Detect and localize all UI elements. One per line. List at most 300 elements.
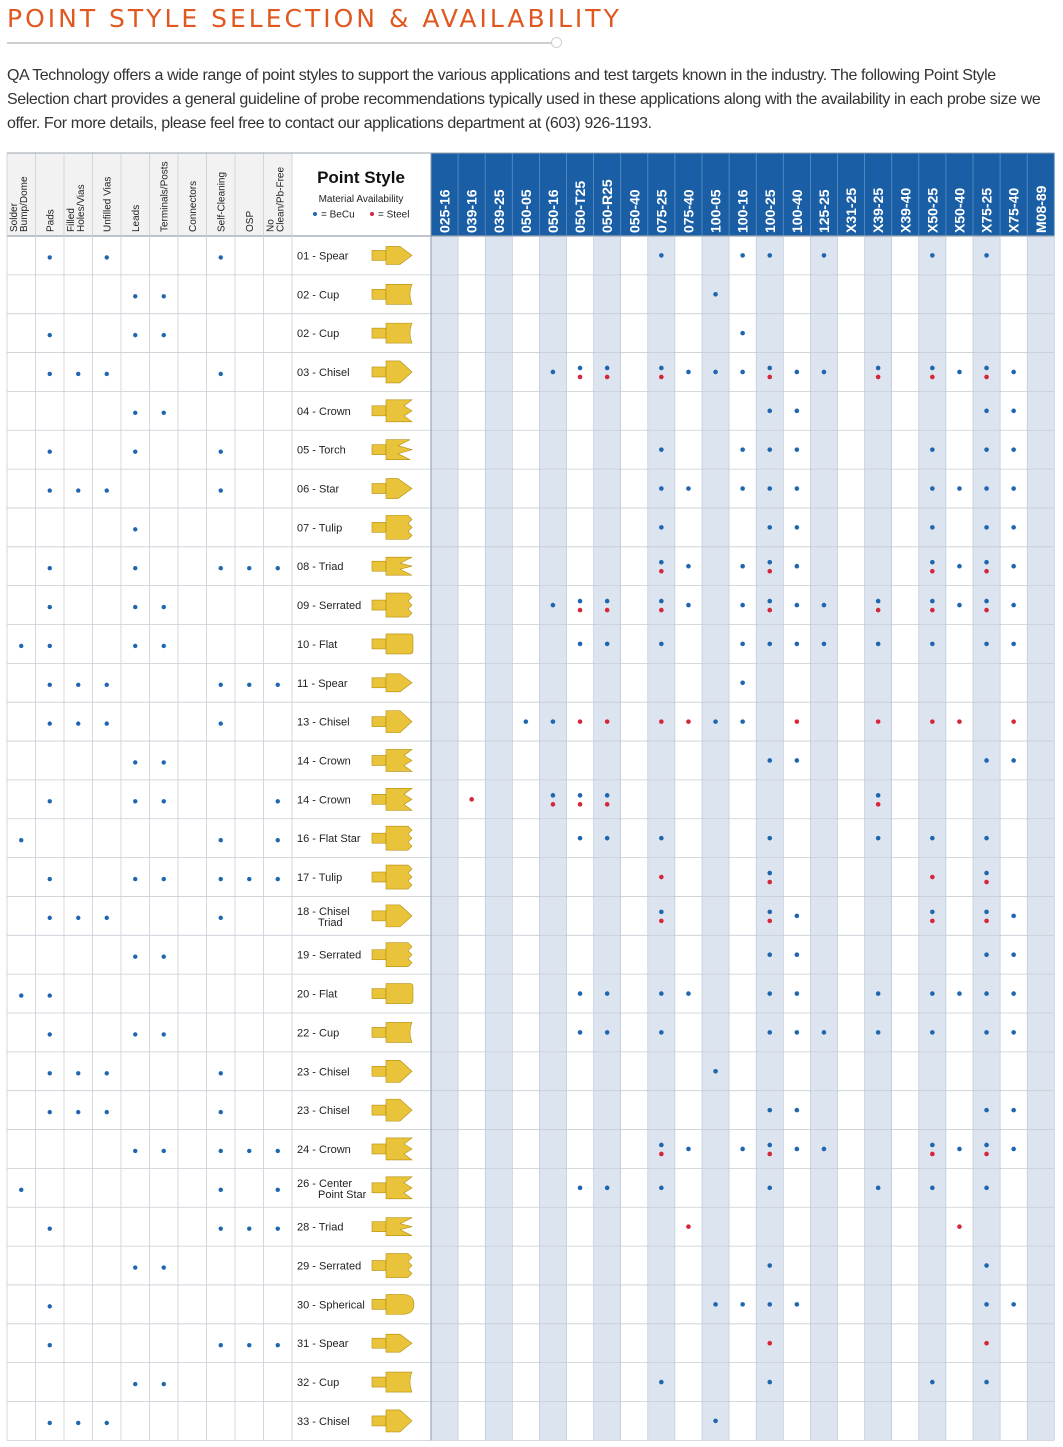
probe-tip-shape — [386, 593, 412, 617]
application-dot — [48, 255, 52, 259]
probe-tip-shape — [386, 634, 413, 654]
steel-availability-dot — [578, 608, 583, 613]
probe-barrel-shape — [372, 911, 386, 921]
becu-availability-dot — [930, 991, 935, 996]
steel-availability-dot — [767, 569, 772, 574]
chisel-tip-icon — [372, 1060, 412, 1082]
becu-availability-dot — [984, 758, 989, 763]
steel-availability-dot — [930, 1152, 935, 1157]
application-dot — [219, 721, 223, 725]
probe-barrel-shape — [372, 1261, 386, 1271]
probe-barrel-shape — [372, 1105, 386, 1115]
probe-size-column-header: 100-25 — [761, 189, 778, 233]
application-dot — [105, 683, 109, 687]
steel-availability-dot — [659, 608, 664, 613]
probe-tip-shape — [386, 1410, 412, 1432]
crown-tip-icon — [372, 788, 412, 810]
application-dot — [48, 1110, 52, 1114]
becu-availability-dot — [767, 486, 772, 491]
application-column-header: Holes/Vias — [75, 184, 87, 232]
application-dot — [219, 838, 223, 842]
point-style-label: 32 - Cup — [297, 1377, 340, 1390]
material-availability-label: Material Availability — [318, 194, 404, 205]
becu-availability-dot — [984, 1143, 989, 1148]
becu-availability-dot — [605, 991, 610, 996]
application-dot — [19, 1188, 23, 1192]
probe-tip-shape — [386, 361, 412, 383]
becu-availability-dot — [984, 836, 989, 841]
becu-availability-dot — [767, 1108, 772, 1113]
point-style-label: 06 - Star — [297, 483, 340, 496]
steel-availability-dot — [930, 569, 935, 574]
chisel-tip-icon — [372, 1410, 412, 1432]
becu-availability-dot — [930, 642, 935, 647]
becu-availability-dot — [605, 836, 610, 841]
chisel-tip-icon — [372, 1099, 412, 1121]
becu-availability-dot — [984, 253, 989, 258]
point-style-label: 08 - Triad — [297, 561, 344, 574]
becu-availability-dot — [876, 366, 881, 371]
steel-availability-dot — [876, 375, 881, 380]
probe-tip-shape — [386, 1294, 414, 1314]
becu-availability-dot — [984, 1186, 989, 1191]
probe-tip-shape — [386, 943, 412, 967]
probe-tip-shape — [386, 1022, 412, 1042]
steel-legend-dot — [370, 212, 374, 216]
point-style-heading: Point Style — [317, 168, 405, 187]
becu-availability-dot — [795, 447, 800, 452]
becu-availability-dot — [795, 564, 800, 569]
cup-tip-icon — [372, 323, 412, 343]
becu-availability-dot — [984, 642, 989, 647]
application-column-header: No — [265, 219, 277, 232]
probe-tip-shape — [386, 323, 412, 343]
probe-barrel-shape — [372, 1299, 386, 1309]
steel-availability-dot — [659, 569, 664, 574]
application-dot — [105, 1071, 109, 1075]
steel-availability-dot — [984, 880, 989, 885]
becu-availability-dot — [767, 1186, 772, 1191]
application-dot — [133, 877, 137, 881]
becu-availability-dot — [822, 642, 827, 647]
probe-size-column-header: 025-16 — [436, 189, 453, 233]
becu-availability-dot — [1011, 642, 1016, 647]
application-dot — [105, 1421, 109, 1425]
becu-availability-dot — [713, 1302, 718, 1307]
application-dot — [219, 1149, 223, 1153]
size-column-shade — [675, 236, 702, 1440]
becu-availability-dot — [767, 560, 772, 565]
size-column-shade — [621, 236, 648, 1440]
becu-availability-dot — [930, 1143, 935, 1148]
application-dot — [162, 1149, 166, 1153]
point-style-label: 02 - Cup — [297, 289, 340, 302]
application-dot — [48, 799, 52, 803]
becu-availability-dot — [984, 1108, 989, 1113]
crown-tip-icon — [372, 749, 412, 771]
application-dot — [276, 799, 280, 803]
page-title: POINT STYLE SELECTION & AVAILABILITY — [7, 4, 622, 33]
becu-availability-dot — [713, 719, 718, 724]
probe-tip-shape — [386, 674, 412, 692]
cup-tip-icon — [372, 1022, 412, 1042]
application-dot — [48, 721, 52, 725]
becu-availability-dot — [767, 836, 772, 841]
application-dot — [133, 1032, 137, 1036]
application-dot — [133, 760, 137, 764]
application-dot — [247, 683, 251, 687]
steel-availability-dot — [605, 375, 610, 380]
probe-size-column-header: X75-25 — [978, 187, 995, 233]
steel-availability-dot — [686, 719, 691, 724]
probe-tip-shape — [386, 440, 412, 460]
becu-availability-dot — [767, 525, 772, 530]
probe-barrel-shape — [372, 289, 386, 299]
flat-tip-icon — [372, 984, 413, 1004]
becu-availability-dot — [930, 599, 935, 604]
point-style-label: 01 - Spear — [297, 250, 349, 263]
point-style-label: 20 - Flat — [297, 988, 338, 1001]
steel-availability-dot — [984, 919, 989, 924]
point-style-label: 23 - Chisel — [297, 1105, 350, 1118]
becu-availability-dot — [795, 370, 800, 375]
steel-availability-dot — [767, 919, 772, 924]
steel-availability-dot — [578, 802, 583, 807]
application-dot — [247, 1343, 251, 1347]
probe-tip-shape — [386, 1060, 412, 1082]
steel-legend-label: = Steel — [378, 209, 410, 221]
becu-availability-dot — [767, 409, 772, 414]
application-dot — [76, 1421, 80, 1425]
application-dot — [162, 644, 166, 648]
becu-availability-dot — [659, 486, 664, 491]
steel-availability-dot — [957, 1224, 962, 1229]
application-dot — [133, 449, 137, 453]
probe-barrel-shape — [372, 794, 386, 804]
becu-availability-dot — [957, 603, 962, 608]
becu-availability-dot — [984, 1302, 989, 1307]
application-dot — [76, 683, 80, 687]
becu-availability-dot — [1011, 486, 1016, 491]
point-style-label: 16 - Flat Star — [297, 833, 361, 846]
probe-tip-shape — [386, 284, 412, 304]
size-column-shade — [892, 236, 919, 1440]
becu-availability-dot — [822, 603, 827, 608]
becu-availability-dot — [578, 1030, 583, 1035]
probe-size-column-header: 100-40 — [788, 189, 805, 233]
application-dot — [48, 1032, 52, 1036]
spear-tip-icon — [372, 1334, 412, 1352]
becu-availability-dot — [930, 1030, 935, 1035]
chisel-tip-icon — [372, 711, 412, 733]
probe-barrel-shape — [372, 406, 386, 416]
chisel-tip-icon — [372, 361, 412, 383]
probe-size-column-header: 100-16 — [734, 189, 751, 233]
steel-availability-dot — [876, 719, 881, 724]
probe-barrel-shape — [372, 522, 386, 532]
steel-availability-dot — [984, 569, 989, 574]
becu-availability-dot — [795, 409, 800, 414]
becu-availability-dot — [767, 1302, 772, 1307]
application-dot — [219, 488, 223, 492]
point-style-label: 28 - Triad — [297, 1221, 344, 1234]
application-dot — [133, 605, 137, 609]
becu-availability-dot — [795, 991, 800, 996]
becu-availability-dot — [876, 1030, 881, 1035]
probe-tip-shape — [386, 1218, 412, 1236]
becu-availability-dot — [795, 758, 800, 763]
becu-availability-dot — [930, 1186, 935, 1191]
size-column-shade — [485, 236, 512, 1440]
point-style-label: 19 - Serrated — [297, 949, 362, 962]
point-style-label: 02 - Cup — [297, 328, 340, 341]
steel-availability-dot — [659, 1152, 664, 1157]
probe-barrel-shape — [372, 1066, 386, 1076]
becu-availability-dot — [767, 1143, 772, 1148]
probe-barrel-shape — [372, 989, 386, 999]
becu-availability-dot — [1011, 1302, 1016, 1307]
becu-availability-dot — [795, 525, 800, 530]
cup-tip-icon — [372, 1372, 412, 1392]
probe-tip-shape — [386, 865, 412, 889]
becu-availability-dot — [767, 253, 772, 258]
application-dot — [162, 1265, 166, 1269]
size-column-shade — [1000, 236, 1027, 1440]
application-dot — [48, 1421, 52, 1425]
becu-availability-dot — [1011, 1147, 1016, 1152]
application-dot — [105, 721, 109, 725]
application-dot — [162, 799, 166, 803]
size-column-shade — [458, 236, 485, 1440]
becu-availability-dot — [984, 525, 989, 530]
application-column-header: Connectors — [187, 180, 199, 232]
triad-tip-icon — [372, 557, 412, 575]
becu-availability-dot — [578, 642, 583, 647]
probe-tip-shape — [386, 1254, 412, 1278]
application-dot — [219, 1226, 223, 1230]
probe-size-column-header: 100-05 — [707, 189, 724, 233]
probe-size-column-header: 039-16 — [463, 189, 480, 233]
size-column-shade — [539, 236, 566, 1440]
becu-availability-dot — [1011, 447, 1016, 452]
probe-size-column-header: 075-25 — [653, 189, 670, 233]
application-dot — [133, 799, 137, 803]
becu-availability-dot — [930, 560, 935, 565]
application-column-header: Leads — [130, 204, 142, 232]
becu-availability-dot — [740, 447, 745, 452]
flat-star-tip-icon — [372, 826, 412, 850]
triad-tip-icon — [372, 1218, 412, 1236]
becu-availability-dot — [1011, 525, 1016, 530]
steel-availability-dot — [767, 608, 772, 613]
becu-availability-dot — [551, 603, 556, 608]
probe-tip-shape — [386, 515, 412, 539]
probe-barrel-shape — [372, 600, 386, 610]
application-dot — [76, 1110, 80, 1114]
becu-availability-dot — [605, 793, 610, 798]
application-dot — [133, 955, 137, 959]
point-style-label: 23 - Chisel — [297, 1066, 350, 1079]
point-style-label: 17 - Tulip — [297, 872, 343, 885]
becu-availability-dot — [686, 564, 691, 569]
becu-availability-dot — [740, 1302, 745, 1307]
probe-tip-shape — [386, 1099, 412, 1121]
probe-barrel-shape — [372, 833, 386, 843]
becu-availability-dot — [740, 253, 745, 258]
point-style-label: 30 - Spherical — [297, 1299, 365, 1312]
probe-barrel-shape — [372, 717, 386, 727]
application-dot — [162, 877, 166, 881]
becu-availability-dot — [767, 1380, 772, 1385]
becu-availability-dot — [822, 253, 827, 258]
becu-availability-dot — [740, 331, 745, 336]
application-dot — [48, 644, 52, 648]
becu-availability-dot — [930, 1380, 935, 1385]
probe-tip-shape — [386, 984, 413, 1004]
becu-availability-dot — [767, 447, 772, 452]
becu-availability-dot — [930, 910, 935, 915]
application-dot — [76, 916, 80, 920]
application-column-header: Terminals/Posts — [159, 161, 171, 232]
application-dot — [276, 1343, 280, 1347]
steel-availability-dot — [578, 375, 583, 380]
steel-availability-dot — [930, 608, 935, 613]
application-dot — [219, 683, 223, 687]
application-column-header: OSP — [244, 210, 256, 232]
steel-availability-dot — [957, 719, 962, 724]
becu-availability-dot — [876, 793, 881, 798]
point-style-label: 07 - Tulip — [297, 522, 343, 535]
becu-availability-dot — [605, 1186, 610, 1191]
application-dot — [247, 566, 251, 570]
torch-tip-icon — [372, 440, 412, 460]
application-dot — [48, 488, 52, 492]
steel-availability-dot — [930, 719, 935, 724]
becu-availability-dot — [740, 370, 745, 375]
application-dot — [133, 333, 137, 337]
becu-availability-dot — [795, 486, 800, 491]
serrated-tip-icon — [372, 1254, 412, 1278]
probe-size-column-header: X39-25 — [870, 187, 887, 233]
becu-availability-dot — [659, 1030, 664, 1035]
becu-availability-dot — [740, 603, 745, 608]
application-dot — [276, 877, 280, 881]
becu-availability-dot — [740, 1147, 745, 1152]
probe-size-column-header: 050-40 — [626, 189, 643, 233]
steel-availability-dot — [659, 919, 664, 924]
application-dot — [105, 372, 109, 376]
probe-barrel-shape — [372, 950, 386, 960]
becu-availability-dot — [767, 952, 772, 957]
size-column-shade — [512, 236, 539, 1440]
becu-availability-dot — [767, 991, 772, 996]
becu-availability-dot — [659, 836, 664, 841]
becu-availability-dot — [930, 836, 935, 841]
application-dot — [48, 1343, 52, 1347]
probe-size-column-header: 050-R25 — [599, 179, 616, 233]
becu-availability-dot — [659, 253, 664, 258]
becu-availability-dot — [686, 486, 691, 491]
probe-barrel-shape — [372, 328, 386, 338]
point-style-label: 24 - Crown — [297, 1143, 351, 1156]
becu-availability-dot — [1011, 952, 1016, 957]
becu-availability-dot — [1011, 1030, 1016, 1035]
becu-availability-dot — [767, 1030, 772, 1035]
point-style-label: 22 - Cup — [297, 1027, 340, 1040]
point-style-label: 10 - Flat — [297, 638, 338, 651]
becu-availability-dot — [984, 409, 989, 414]
probe-size-column-header: 125-25 — [815, 189, 832, 233]
probe-barrel-shape — [372, 561, 386, 571]
steel-availability-dot — [659, 875, 664, 880]
application-dot — [219, 877, 223, 881]
application-dot — [133, 1382, 137, 1386]
becu-availability-dot — [767, 366, 772, 371]
spear-tip-icon — [372, 246, 412, 264]
application-dot — [219, 372, 223, 376]
steel-availability-dot — [578, 719, 583, 724]
becu-availability-dot — [1011, 370, 1016, 375]
becu-availability-dot — [822, 1030, 827, 1035]
becu-availability-dot — [767, 599, 772, 604]
probe-tip-shape — [386, 246, 412, 264]
steel-availability-dot — [930, 375, 935, 380]
application-dot — [219, 916, 223, 920]
size-column-shade — [729, 236, 756, 1440]
becu-availability-dot — [876, 836, 881, 841]
probe-tip-shape — [386, 1138, 412, 1160]
probe-size-column-header: 075-40 — [680, 189, 697, 233]
size-column-shade — [946, 236, 973, 1440]
becu-availability-dot — [659, 1380, 664, 1385]
becu-availability-dot — [984, 952, 989, 957]
intro-paragraph: QA Technology offers a wide range of point styles to support the various applications and test targets known in the industry. The following Point Style Selection chart provides a general guideline of probe recommendations typically used in these applications along with the availability in each probe size we offer. For more details, please feel free to contact our applications department at (603) 926-1193. — [7, 67, 1041, 132]
application-dot — [133, 294, 137, 298]
becu-availability-dot — [1011, 1108, 1016, 1113]
point-style-label: 09 - Serrated — [297, 600, 362, 613]
probe-tip-shape — [386, 400, 412, 422]
point-style-label: 14 - Crown — [297, 794, 351, 807]
probe-tip-shape — [386, 1372, 412, 1392]
becu-availability-dot — [984, 910, 989, 915]
point-style-label: 29 - Serrated — [297, 1260, 362, 1273]
becu-availability-dot — [876, 599, 881, 604]
application-dot — [133, 411, 137, 415]
becu-availability-dot — [930, 525, 935, 530]
becu-availability-dot — [930, 366, 935, 371]
point-style-label: 13 - Chisel — [297, 716, 350, 729]
point-style-label: 05 - Torch — [297, 444, 346, 457]
chisel-triad-tip-icon — [372, 905, 412, 927]
becu-availability-dot — [1011, 758, 1016, 763]
becu-availability-dot — [984, 486, 989, 491]
becu-legend-dot — [313, 212, 317, 216]
probe-size-column-header: 050-05 — [517, 189, 534, 233]
application-dot — [247, 877, 251, 881]
becu-availability-dot — [551, 370, 556, 375]
becu-availability-dot — [767, 910, 772, 915]
becu-availability-dot — [876, 1186, 881, 1191]
becu-availability-dot — [984, 1030, 989, 1035]
point-style-label-line2: Point Star — [318, 1188, 367, 1201]
becu-availability-dot — [551, 793, 556, 798]
becu-availability-dot — [795, 1108, 800, 1113]
application-dot — [48, 1304, 52, 1308]
probe-size-column-header: 050-T25 — [572, 180, 589, 233]
application-dot — [162, 1382, 166, 1386]
application-column-header: Pads — [45, 209, 57, 232]
steel-availability-dot — [659, 375, 664, 380]
